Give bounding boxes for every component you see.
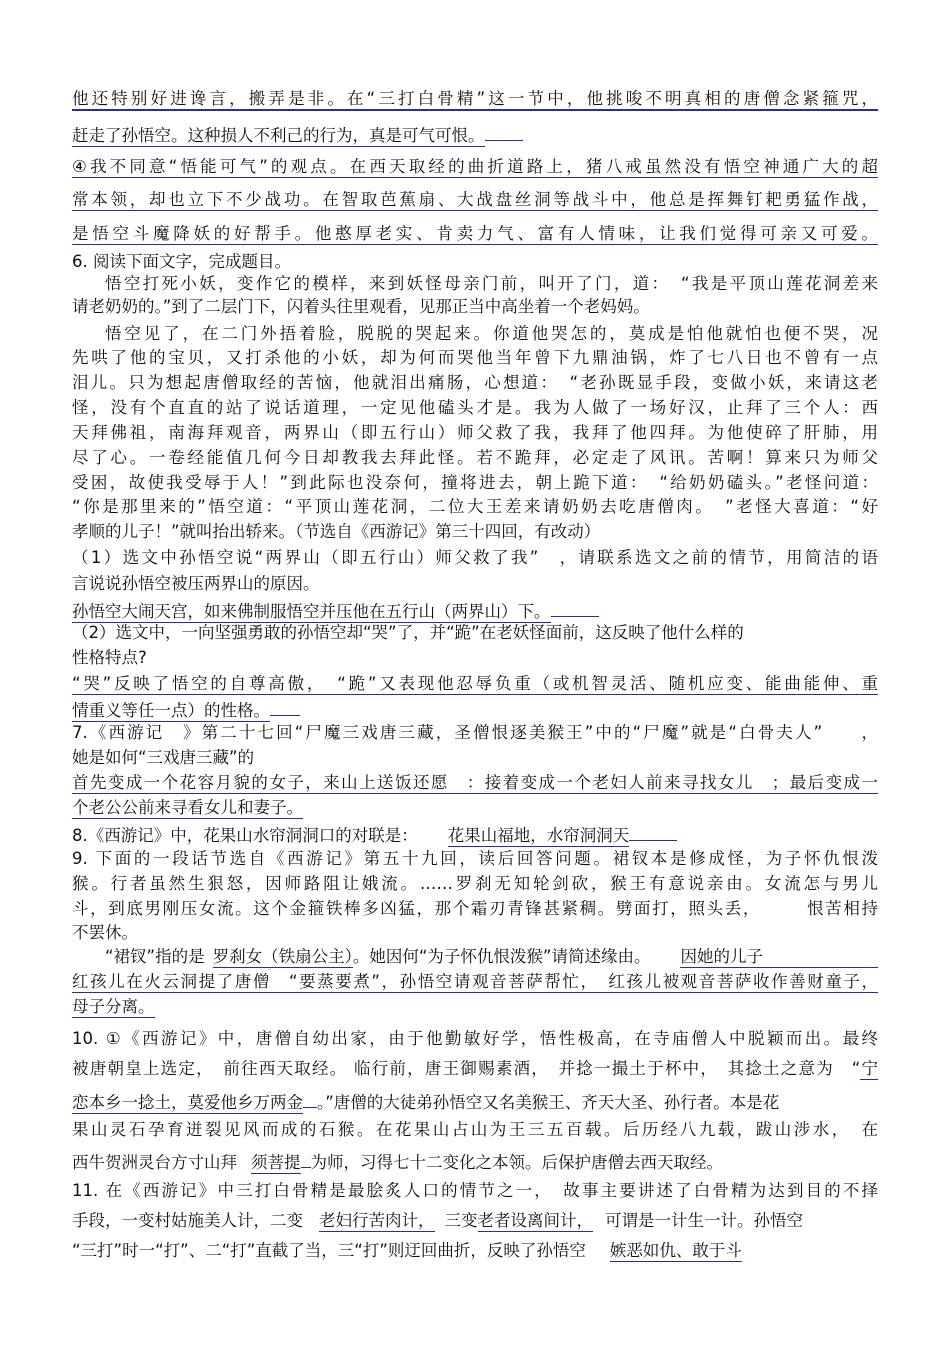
q9-passage-line: 9. 下面的一段话节选自《西游记》第五十九回，读后回答问题。裙钗本是修成怪，为子怀仇恨泼 (72, 849, 878, 868)
answer-blank (485, 122, 523, 141)
answer-rule (72, 992, 878, 993)
q6-passage-line: 泪儿。只为想起唐僧取经的苦恼，他就泪出痛肠，心想道： “老孙既显手段，变做小妖，来请这老 (72, 373, 878, 392)
answer-blank (629, 822, 677, 841)
q6-answer-1: 孙悟空大闹天宫，如来佛制服悟空并压他在五行山（两界山）下。 (72, 598, 878, 623)
q8-answer: 花果山福地，水帘洞洞天 (447, 826, 630, 845)
q9-answer-cont: 红孩儿在火云洞提了唐僧 “要蒸要煮”，孙悟空请观音菩萨帮忙， 红孩儿被观音菩萨收作善财童子， (72, 972, 878, 991)
q6-passage-line: 悟空见了，在二门外捂着脸，脱脱的哭起来。你道他哭怎的，莫成是怕他就怕也便不哭，况 (105, 324, 878, 343)
q11-passage-line: “三打”时一“打”、二“打”直截了当，三“打”则迂回曲折，反映了孙悟空 嫉恶如仇、敢于斗 (72, 1241, 742, 1260)
q7-answer-cont: 个老公公前来寻看女儿和妻子。 (72, 798, 303, 817)
answer-rule (72, 210, 878, 211)
q9-answer: 因她的儿子 (680, 947, 763, 966)
answer-line-3: ④我不同意“悟能可气”的观点。在西天取经的曲折道路上，猪八戒虽然没有悟空神通广大的超 (72, 157, 878, 176)
q10-passage-line: 被唐朝皇上选定， 前往西天取经。 临行前，唐王御赐素酒， 并捻一撮土于杯中， 其捻土之意为 “宁 (72, 1059, 878, 1078)
q6-passage-line: “你是那里来的”悟空道：“平顶山莲花洞，二位大王差来请奶奶去吃唐僧肉。 ”老怪大喜道：“好 (72, 497, 878, 516)
q11-answer-2: 老者设离间计， (477, 1211, 593, 1230)
q7-question-cont: 她是如何“三戏唐三藏”的 (72, 748, 255, 767)
answer-blank (303, 1089, 317, 1108)
q10-passage-line: 10. ①《西游记》中，唐僧自幼出家，由于他勤敏好学，悟性极高，在寺庙僧人中脱颖而出。最终 (72, 1029, 878, 1048)
q11-answer-1: 老妇行苦肉计， (319, 1211, 435, 1230)
q9-answer-name: 罗刹女（铁扇公主） (212, 947, 353, 966)
q6-answer-2-cont: 情重义等任一点）的性格。 (72, 697, 878, 722)
q6-answer-2: “哭”反映了悟空的自尊高傲， “跪”又表现他忍辱负重（或机智灵活、随机应变、能曲能伸、重 (72, 674, 878, 693)
q6-passage-line: 请老奶奶的。”到了二层门下，闪着头往里观看，见那正当中高坐着一个老妈妈。 (72, 297, 650, 316)
q10-passage-line: 西牛贺洲灵台方寸山拜 须菩提 为师，习得七十二变化之本领。后保护唐僧去西天取经。 (72, 1149, 878, 1174)
q6-subquestion-1: （1）选文中孙悟空说“两界山（即五行山）师父救了我” ，请联系选文之前的情节，用简洁的语 (72, 548, 878, 567)
q9-question: “裙钗”指的是 罗刹女（铁扇公主）。她因何“为子怀仇恨泼猴”请简述缘由。 因她的儿子 (105, 947, 763, 966)
q10-answer-cont: 恋本乡一捻土，莫爱他乡万两金 (72, 1093, 303, 1112)
q6-subquestion-2-cont: 性格特点? (72, 648, 147, 667)
answer-rule (72, 110, 878, 111)
answer-rule (72, 793, 878, 794)
q10-passage-line: 果山灵石孕育迸裂见风而成的石猴。在花果山占山为王三五百载。后历经八九载，跋山涉水， 在 (72, 1120, 878, 1139)
q10-answer: 宁 (860, 1059, 878, 1078)
q8-question: 8.《西游记》中，花果山水帘洞洞口的对联是： 花果山福地，水帘洞洞天 (72, 822, 878, 847)
answer-rule (72, 244, 878, 245)
q9-passage-line: 猴。行者虽然生狠怒，因师路阻让娥流。……罗刹无知轮剑砍，猴王有意说亲由。女流怎与男儿 (72, 874, 878, 893)
q7-answer: 首先变成一个花容月貌的女子，来山上送饭还愿 ：接着变成一个老妇人前来寻找女儿 ；最后变成一 (72, 773, 878, 792)
answer-blank (301, 1149, 311, 1168)
answer-blank (270, 697, 300, 716)
q9-answer-cont: 母子分离。 (72, 997, 155, 1016)
answer-rule (72, 694, 878, 695)
answer-line-2: 赶走了孙悟空。这种损人不利己的行为，真是可气可恨。 (72, 122, 878, 147)
q6-passage-line: 尽了心。一卷经能值几何今日却教我去拜此怪。若不跪拜，必定走了风讯。苦啊！算来只为师父 (72, 448, 878, 467)
q9-passage-line: 不罢休。 (72, 923, 138, 942)
q11-answer-3: 嫉恶如仇、敢于斗 (609, 1241, 742, 1260)
q6-passage-line: 天拜佛祖，南海拜观音，两界山（即五行山）师父救了我，我拜了他四拜。为他使碎了肝肺，用 (72, 423, 878, 442)
q6-passage-line: 先哄了他的宝贝，又打杀他的小妖，却为何而哭他当年曾下九鼎油锅，炸了七八日也不曾有一点 (72, 348, 878, 367)
q9-passage-line: 斗，到底男刚压女流。这个金箍铁棒多凶猛，那个霜刃青锋甚紧稠。劈面打，照头丢， 恨苦相持 (72, 899, 878, 918)
q6-subquestion-2: （2）选文中，一向坚强勇敢的孙悟空却“哭”了，并“跪”在老妖怪面前，这反映了他什么样的 (72, 623, 744, 642)
q6-passage-line: 孝顺的儿子！”就叫抬出轿来。（节选自《西游记》第三十四回，有改动） (72, 522, 601, 541)
q11-passage-line: 手段，一变村姑施美人计，二变 老妇行苦肉计， 三变老者设离间计， 可谓是一计生一计。孙悟空 (72, 1211, 803, 1230)
q10-answer-teacher: 须菩提 (251, 1153, 301, 1172)
q6-title: 6. 阅读下面文字，完成题目。 (72, 252, 291, 271)
q11-passage-line: 11. 在《西游记》中三打白骨精是最脍炙人口的情节之一， 故事主要讲述了白骨精为达到目的不择 (72, 1181, 878, 1200)
answer-line-4: 常本领，却也立下不少战功。在智取芭蕉扇、大战盘丝洞等战斗中，他总是挥舞钉耙勇猛作战， (72, 190, 878, 209)
q6-passage-line: 怪，没有个直直的站了说话道理，一定见他磕头才是。我为人做了一场好汉，止拜了三个人：西 (72, 398, 878, 417)
answer-rule (763, 967, 878, 968)
answer-line-5: 是悟空斗魔降妖的好帮手。他憨厚老实、肯卖力气、富有人情味，让我们觉得可亲又可爱。 (72, 224, 878, 243)
answer-rule (72, 177, 878, 178)
q6-passage-line: 悟空打死小妖，变作它的模样，来到妖怪母亲门前，叫开了门，道： “我是平顶山莲花洞差来 (105, 274, 878, 293)
q10-passage-line: 恋本乡一捻土，莫爱他乡万两金 。”唐僧的大徒弟孙悟空又名美猴王、齐天大圣、孙行者。本是花 (72, 1089, 878, 1114)
answer-blank (551, 598, 599, 617)
answer-line-1: 他还特别好进谗言，搬弄是非。在“三打白骨精”这一节中，他挑唆不明真相的唐僧念紧箍咒， (72, 89, 878, 108)
q6-subquestion-1-cont: 言说说孙悟空被压两界山的原因。 (72, 574, 320, 593)
q7-question: 7.《西游记 》第二十七回“尸魔三戏唐三藏，圣僧恨逐美猴王”中的“尸魔”就是“白骨夫人” ， (72, 723, 878, 742)
q6-passage-line: 受困，故使我受辱于人！”到此际也没奈何，撞将进去，朝上跪下道： “给奶奶磕头。”老怪问道： (72, 473, 878, 492)
